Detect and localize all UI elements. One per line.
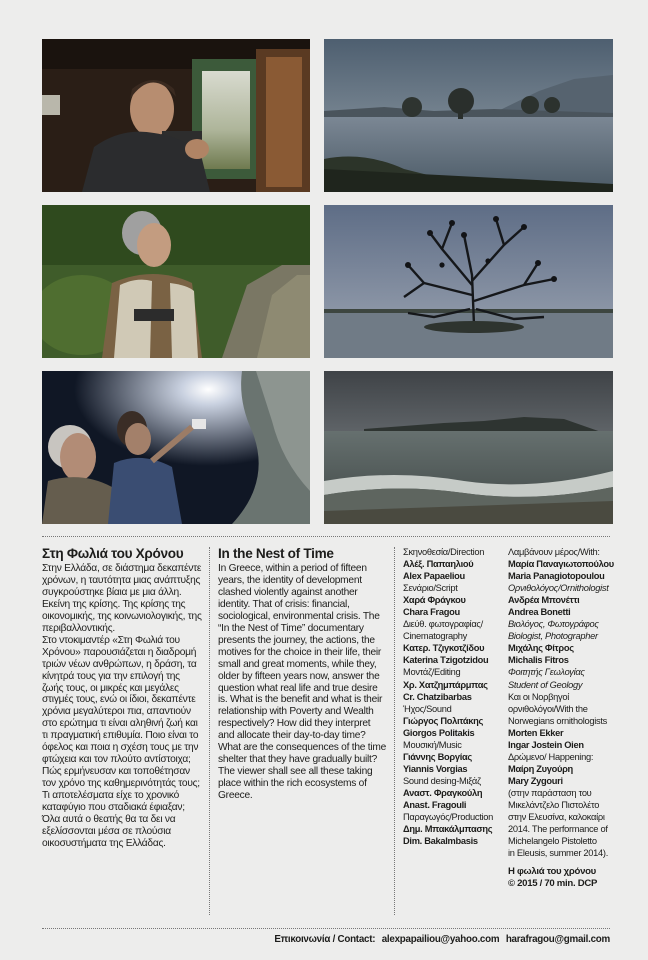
credit-name: Giorgos Politakis bbox=[403, 727, 475, 738]
credit-name: Γιάννης Βοργίας bbox=[403, 751, 472, 762]
credit-role-italic: Student of Geology bbox=[508, 679, 583, 690]
greek-title: Στη Φωλιά του Χρόνου bbox=[42, 546, 184, 561]
credit-name: Morten Ekker bbox=[508, 727, 564, 738]
credit-name: Μαίρη Ζυγούρη bbox=[508, 763, 573, 774]
credit-role-italic: Biologist, Photographer bbox=[508, 631, 598, 642]
photo-grid bbox=[42, 39, 613, 524]
credit-name: Andrea Bonetti bbox=[508, 607, 571, 618]
greek-body bbox=[42, 563, 202, 850]
film-title-greek: Η φωλιά του χρόνου bbox=[508, 866, 596, 878]
greek-synopsis bbox=[42, 546, 202, 850]
credit-name: Αναστ. Φραγκούλη bbox=[403, 787, 483, 798]
credit-role: Λαμβάνουν μέρος/With: bbox=[508, 547, 600, 557]
credit-name: Δημ. Μπακάλμπασης bbox=[403, 824, 493, 835]
credit-role: Παραγωγός/Production bbox=[403, 812, 493, 823]
credit-name: Dim. Bakalmbasis bbox=[403, 836, 478, 847]
photo-stormy-sea bbox=[324, 371, 613, 524]
credit-name: Anast. Fragouli bbox=[403, 799, 467, 810]
english-paragraph-1: In Greece, within a period of fifteen years, the identity of development clashed violently against another identity. That of crisis: financial, sociological, environmental crisis. The “In the Nest of Time” documentary presents the journey, the actions, the motives for the choice in their life, their small and great moments, while they, older by fifteen years now, answer the question what real life and true desire is. What is the benefit and what is their relationship with Poverty and Wealth respectively? How did they interpret and allocate their day-to-day time? What are the consequences of the time shelter that they have gradually built? bbox=[218, 563, 387, 766]
english-synopsis bbox=[218, 546, 386, 802]
greek-paragraph-1: Στην Ελλάδα, σε διάστημα δεκαπέντε χρόνων, η ταυτότητα μιας ανάπτυξης συγκρούστηκε βίαια με μια άλλη. Εκείνη της κρίσης. Της κρίσης της οικονομικής, της κοινωνιολογικής, της περιβαλλοντικής. bbox=[42, 563, 202, 634]
credit-role: (στην παράσταση του bbox=[508, 787, 592, 798]
credit-role: Μοντάζ/Editing bbox=[403, 667, 461, 678]
credit-role-italic: Φοιτητής Γεωλογίας bbox=[508, 667, 585, 678]
credit-name: Χρ. Χατζημπάρμπας bbox=[403, 679, 488, 690]
contact-label: Επικοινωνία / Contact: bbox=[274, 934, 376, 945]
photo-birdwatcher-hut bbox=[42, 39, 310, 192]
greek-paragraph-2: Στο ντοκιμαντέρ «Στη Φωλιά του Χρόνου» παρουσιάζεται η διαδρομή τριών νέων ανθρώπων, η δράση, τα κίνητρά τους για την επιλογή της ζωής τους, οι μικρές και μεγάλες στιγμές τους, ενώ οι ίδιοι, δεκαπέντε χρόνια μεγαλύτεροι πια, απαντιούν στο ερώτημα τι είναι αληθινή ζωή και τι πραγματική επιθυμία. Ποιο είναι το όφελος και ποια η σχέση τους με την φτώχεια και τον πλούτο αντίστοιχα; Πώς ερμήνευσαν και τοποθέτησαν τον χρόνο της καθημερινότητάς τους; Τι αποτελέσματα είχε το χρονικό καταφύγιο που σταδιακά έφιαξαν; Όλα αυτά ο θεατής θα τα δει να εξελίσσονται μέσα σε πλούσια οικοσυστήματα της Ελλάδας. bbox=[42, 634, 200, 849]
credit-role: Sound desing-Μιξάζ bbox=[403, 775, 481, 786]
credit-role: Σενάριο/Script bbox=[403, 583, 458, 594]
photo-lake-mountains bbox=[324, 39, 613, 192]
credit-name: Cr. Chatzibarbas bbox=[403, 691, 472, 702]
credit-name: Μιχάλης Φίτρος bbox=[508, 643, 574, 654]
credit-role: Μουσική/Music bbox=[403, 739, 462, 750]
column-separator bbox=[394, 547, 395, 915]
credit-role: στην Ελευσίνα, καλοκαίρι bbox=[508, 812, 605, 823]
credit-name: Katerina Tzigotzidou bbox=[403, 655, 489, 666]
cast-list bbox=[508, 546, 613, 859]
credit-name: Maria Panagiotopoulou bbox=[508, 571, 605, 582]
crew-credits bbox=[403, 546, 501, 847]
credit-name: Μαρία Παναγιωτοπούλου bbox=[508, 559, 614, 570]
film-meta: © 2015 / 70 min. DCP bbox=[508, 878, 598, 890]
english-paragraph-2: The viewer shall see all these taking place within the rich ecosystems of Greece. bbox=[218, 766, 373, 802]
contact-email-alex[interactable]: alexpapailiou@yahoo.com bbox=[381, 934, 500, 945]
photo-cave-explorers bbox=[42, 371, 310, 524]
credit-role: Δρώμενο/ Happening: bbox=[508, 751, 594, 762]
contact-line bbox=[270, 934, 610, 945]
credit-name: Alex Papaeliou bbox=[403, 571, 465, 582]
column-separator bbox=[209, 547, 210, 915]
credit-name: Michalis Fitros bbox=[508, 655, 569, 666]
photo-nesting-tree bbox=[324, 205, 613, 358]
cast-credits bbox=[508, 546, 613, 891]
credit-role: Cinematography bbox=[403, 631, 468, 642]
top-divider bbox=[42, 536, 610, 537]
credit-role: Σκηνοθεσία/Direction bbox=[403, 547, 485, 557]
film-info bbox=[508, 866, 613, 890]
contact-email-chara[interactable]: harafragou@gmail.com bbox=[505, 934, 610, 945]
credit-name: Chara Fragou bbox=[403, 607, 460, 618]
english-title: In the Nest of Time bbox=[218, 546, 334, 561]
credit-role: Michelangelo Pistoletto bbox=[508, 836, 597, 847]
credit-role-italic: Ορνιθολόγος/Ornithologist bbox=[508, 583, 609, 594]
credit-role: ορνιθολόγοι/With the bbox=[508, 703, 588, 714]
credit-role: Και οι Νορβηγοί bbox=[508, 691, 570, 702]
credit-name: Κατερ. Τζιγκοτζίδου bbox=[403, 643, 485, 654]
credit-role: Ήχος/Sound bbox=[403, 703, 452, 714]
credit-role: Μικελάντζελο Πιστολέτο bbox=[508, 799, 600, 810]
credit-role: Norwegians ornithologists bbox=[508, 715, 607, 726]
credit-role: Διεύθ. φωτογραφίας/ bbox=[403, 619, 483, 630]
credit-name: Αλέξ. Παπαηλιού bbox=[403, 559, 474, 570]
credit-name: Γιώργος Πολιτάκης bbox=[403, 715, 484, 726]
credit-name: Yiannis Vorgias bbox=[403, 763, 468, 774]
english-body bbox=[218, 563, 386, 802]
credit-name: Ανδρέα Μπονέττι bbox=[508, 595, 580, 606]
credit-name: Mary Zygouri bbox=[508, 775, 563, 786]
credit-role: 2014. The performance of bbox=[508, 824, 608, 835]
photo-woman-forest bbox=[42, 205, 310, 358]
credit-role-italic: Βιολόγος, Φωτογράφος bbox=[508, 619, 599, 630]
credit-name: Χαρά Φράγκου bbox=[403, 595, 466, 606]
bottom-divider bbox=[42, 928, 610, 929]
credit-name: Ingar Jostein Oien bbox=[508, 739, 584, 750]
credit-role: in Eleusis, summer 2014). bbox=[508, 848, 608, 859]
